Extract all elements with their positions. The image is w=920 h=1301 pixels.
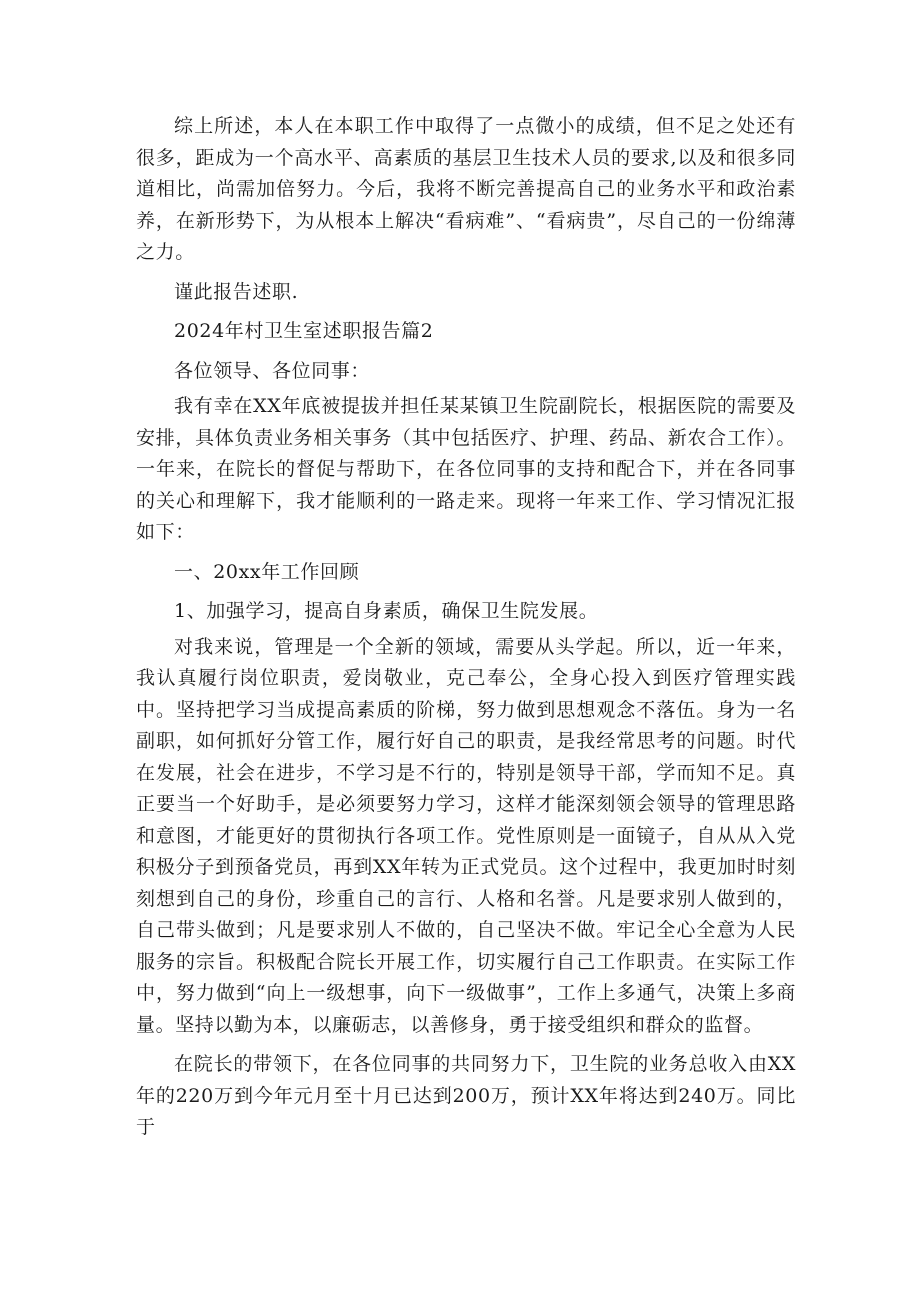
heading-review: 一、20xx年工作回顾 xyxy=(174,560,360,583)
heading-study: 1、加强学习，提高自身素质，确保卫生院发展。 xyxy=(174,600,599,622)
paragraph-revenue: 在院长的带领下，在各位同事的共同努力下，卫生院的业务总收入由XX年的220万到今年元月至十月已达到200万，预计XX年将达到240万。同比于 xyxy=(136,1053,796,1138)
paragraph-closing: 谨此报告述职. xyxy=(174,280,299,303)
document-page xyxy=(136,111,796,1144)
paragraph-study: 对我来说，管理是一个全新的领域，需要从头学起。所以，近一年来，我认真履行岗位职责，爱岗敬业，克己奉公，全身心投入到医疗管理实践中。坚持把学习当成提高素质的阶梯，努力做到思想观念不落伍。身为一名副职，如何抓好分管工作，履行好自己的职责，是我经常思考的问题。时代在发展，社会在进步，不学习是不行的，特别是领导干部，学而知不足。真正要当一个好助手，是必须要努力学习，这样才能深刻领会领导的管理思路和意图，才能更好的贯彻执行各项工作。党性原则是一面镜子，自从从入党积极分子到预备党员，再到XX年转为正式党员。这个过程中，我更加时时刻刻想到自己的身份，珍重自己的言行、人格和名誉。凡是要求别人做到的，自己带头做到；凡是要求别人不做的，自己坚决不做。牢记全心全意为人民服务的宗旨。积极配合院长开展工作，切实履行自己工作职责。在实际工作中，努力做到“向上一级想事，向下一级做事”，工作上多通气，决策上多商量。坚持以勤为本，以廉砺志，以善修身，勇于接受组织和群众的监督。 xyxy=(136,635,796,1036)
paragraph-intro: 我有幸在XX年底被提拔并担任某某镇卫生院副院长，根据医院的需要及安排，具体负责业务相关事务（其中包括医疗、护理、药品、新农合工作）。一年来，在院长的督促与帮助下，在各位同事的支持和配合下，并在各同事的关心和理解下，我才能顺利的一路走来。现将一年来工作、学习情况汇报如下： xyxy=(136,395,796,543)
section-title: 2024年村卫生室述职报告篇2 xyxy=(174,320,434,342)
salutation: 各位领导、各位同事： xyxy=(174,359,371,382)
paragraph-summary: 综上所述，本人在本职工作中取得了一点微小的成绩，但不足之处还有很多，距成为一个高水平、高素质的基层卫生技术人员的要求,以及和很多同道相比，尚需加倍努力。今后，我将不断完善提高自己的业务水平和政治素养，在新形势下，为从根本上解决“看病难”、“看病贵”，尽自己的一份绵薄之力。 xyxy=(136,115,796,263)
